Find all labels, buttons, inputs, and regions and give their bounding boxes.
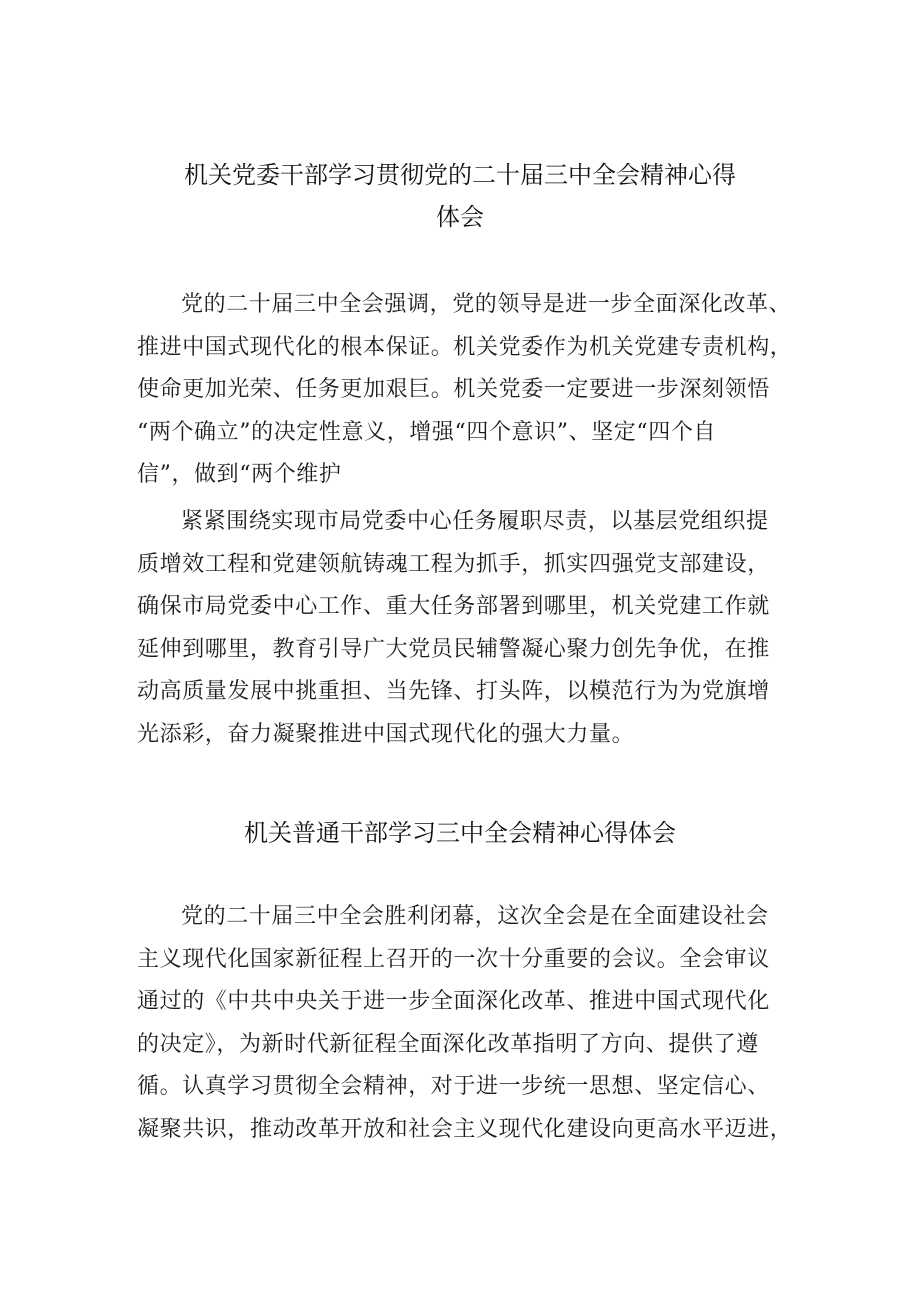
paragraph-line: 党的二十届三中全会强调，党的领导是进一步全面深化改革、 [181, 292, 792, 317]
paragraph-line: 凝聚共识，推动改革开放和社会主义现代化建设向更高水平迈进， [137, 1116, 793, 1142]
paragraph-line: 信”，做到“两个维护 [137, 462, 342, 488]
paragraph-line: “两个确立”的决定性意义，增强“四个意识”、坚定“四个自 [137, 419, 717, 445]
paragraph-line: 循。认真学习贯彻全会精神，对于进一步统一思想、坚定信心、 [137, 1074, 770, 1100]
paragraph-line: 通过的《中共中央关于进一步全面深化改革、推进中国式现代化 [137, 989, 770, 1015]
paragraph-line: 紧紧围绕实现市局党委中心任务履职尽责，以基层党组织提 [181, 509, 769, 534]
paragraph-line: 延伸到哪里，教育引导广大党员民辅警凝心聚力创先争优，在推 [137, 636, 770, 662]
section1-title-line: 机关党委干部学习贯彻党的二十届三中全会精神心得 [184, 161, 736, 189]
section2-title [120, 812, 800, 854]
paragraph-line: 主义现代化国家新征程上召开的一次十分重要的会议。全会审议 [137, 946, 770, 972]
paragraph-line: 推进中国式现代化的根本保证。机关党委作为机关党建专责机构， [137, 334, 793, 360]
paragraph-line: 使命更加光荣、任务更加艰巨。机关党委一定要进一步深刻领悟 [137, 377, 770, 403]
paragraph-line: 确保市局党委中心工作、重大任务部署到哪里，机关党建工作就 [137, 594, 770, 620]
paragraph-line: 党的二十届三中全会胜利闭幕，这次全会是在全面建设社会 [181, 904, 769, 929]
section1-paragraph-1 [137, 284, 792, 497]
section2-paragraph-1 [137, 896, 792, 1152]
section1-paragraph-2 [137, 501, 792, 757]
section2-title-line: 机关普通干部学习三中全会精神心得体会 [244, 819, 676, 847]
section1-title [120, 154, 800, 238]
paragraph-line: 动高质量发展中挑重担、当先锋、打头阵，以模范行为为党旗增 [137, 679, 770, 705]
paragraph-line: 光添彩，奋力凝聚推进中国式现代化的强大力量。 [137, 721, 635, 747]
paragraph-line: 质增效工程和党建领航铸魂工程为抓手，抓实四强党支部建设， [137, 551, 770, 577]
paragraph-line: 的决定》，为新时代新征程全面深化改革指明了方向、提供了遵 [137, 1031, 759, 1057]
section1-title-line: 体会 [436, 203, 484, 231]
